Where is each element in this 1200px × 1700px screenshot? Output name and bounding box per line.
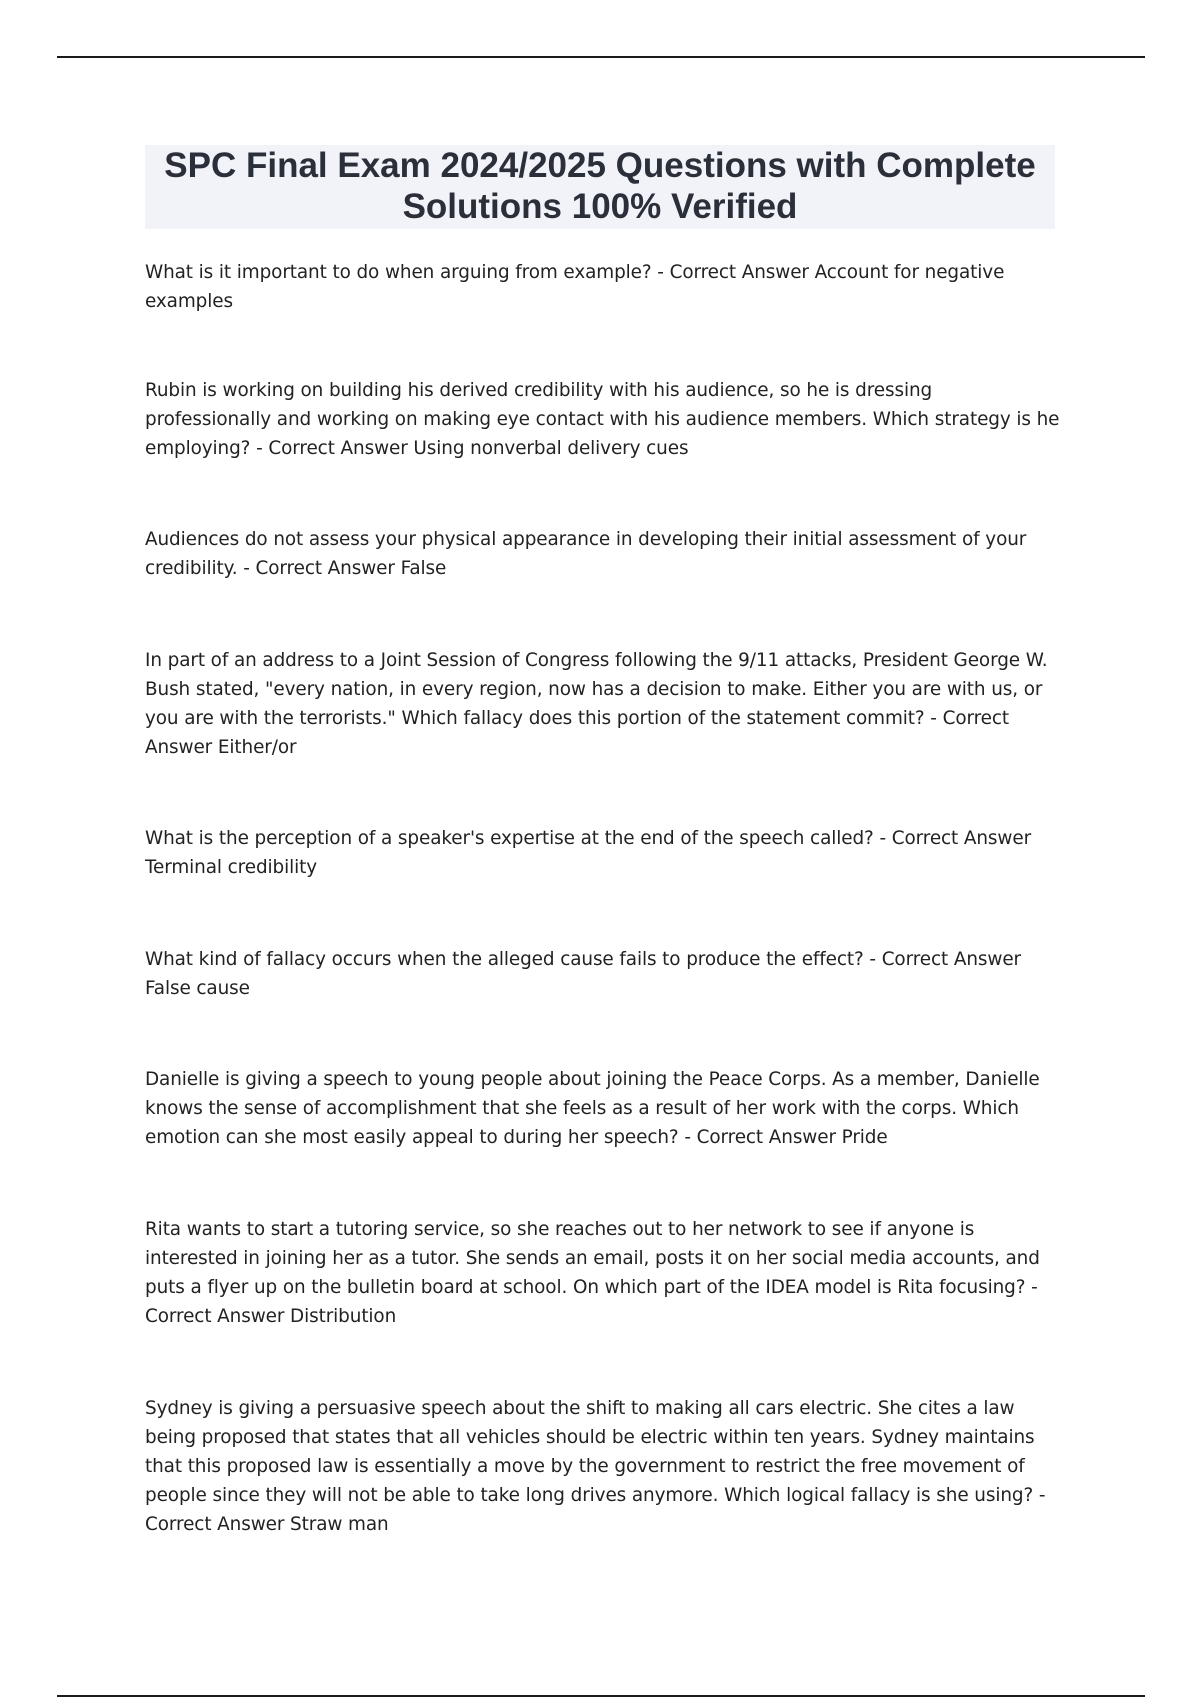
qa-item: Rita wants to start a tutoring service, so she reaches out to her network to see if anyone is interested in joining her as a tutor. She sends an email, posts it on her social media accounts, and puts a flyer up on the bulletin board at school. On which part of the IDEA model is Rita focusing? - Correct Answer Distribution <box>145 1219 1040 1327</box>
header-rule <box>57 56 1145 58</box>
qa-item: Audiences do not assess your physical appearance in developing their initial assessment of your credibility. - Correct Answer False <box>145 529 1027 579</box>
document-title: SPC Final Exam 2024/2025 Questions with Complete Solutions 100% Verified <box>164 146 1036 226</box>
title-box <box>145 145 1055 229</box>
qa-item: What is the perception of a speaker's expertise at the end of the speech called? - Correct Answer Terminal credibility <box>145 828 1032 878</box>
qa-item: Danielle is giving a speech to young people about joining the Peace Corps. As a member, Danielle knows the sense of accomplishment that she feels as a result of her work with the corps. Which emotion can she most easily appeal to during her speech? - Correct Answer Pride <box>145 1069 1040 1148</box>
qa-item: What kind of fallacy occurs when the alleged cause fails to produce the effect? - Correct Answer False cause <box>145 949 1021 999</box>
qa-item: Sydney is giving a persuasive speech about the shift to making all cars electric. She cites a law being proposed that states that all vehicles should be electric within ten years. Sydney maintains that this proposed law is essentially a move by the government to restrict the free movement of people since they will not be able to take long drives anymore. Which logical fallacy is she using? - Correct Answer Straw man <box>145 1398 1046 1535</box>
footer-rule <box>57 1695 1145 1697</box>
qa-item: Rubin is working on building his derived credibility with his audience, so he is dressing professionally and working on making eye contact with his audience members. Which strategy is he employing? - Correct Answer Using nonverbal delivery cues <box>145 380 1060 459</box>
qa-item: In part of an address to a Joint Session of Congress following the 9/11 attacks, President George W. Bush stated, "every nation, in every region, now has a decision to make. Either you are with us, or you are with the terrorists." Which fallacy does this portion of the statement commit? - Correct Answer Either/or <box>145 650 1048 758</box>
qa-item: What is it important to do when arguing from example? - Correct Answer Account for negative examples <box>145 262 1005 312</box>
